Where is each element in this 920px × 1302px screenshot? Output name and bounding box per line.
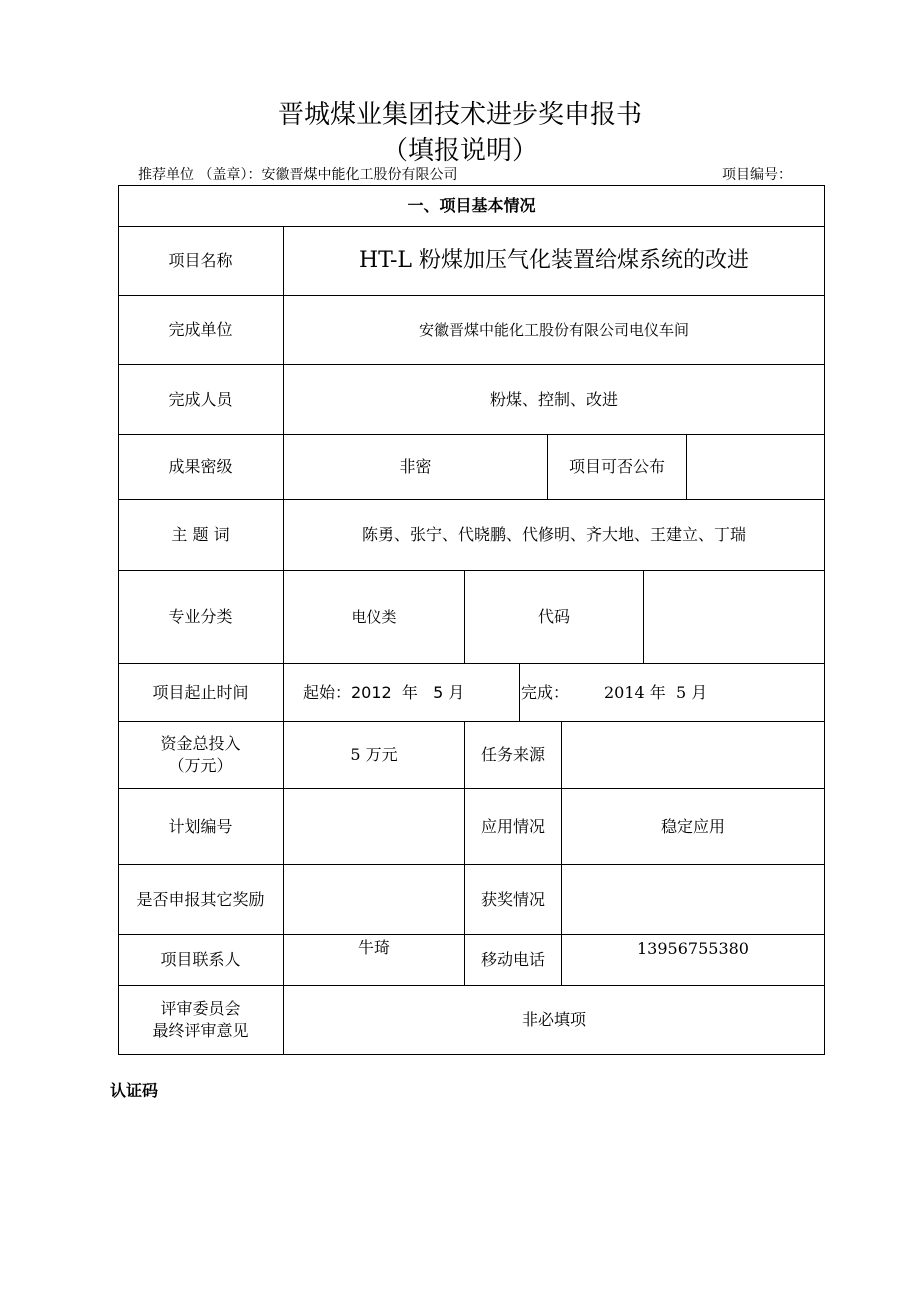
funding-label-line-2: （万元） [168, 756, 233, 775]
security-label: 成果密级 [168, 457, 233, 476]
code-label: 代码 [537, 607, 570, 626]
application-label: 应用情况 [480, 816, 545, 836]
keywords-label: 主 题 词 [171, 525, 230, 544]
project-number-label: 项目编号： [722, 167, 792, 183]
task-source-value [562, 722, 824, 788]
plan-number-value [284, 789, 464, 864]
category-label: 专业分类 [168, 607, 233, 626]
project-name-label: 项目名称 [168, 251, 233, 270]
document-subtitle: （填报说明） [381, 136, 538, 166]
period-label: 项目起止时间 [152, 682, 249, 702]
review-label-line-1: 评审委员会 [160, 999, 241, 1018]
project-name-value: HT-L 粉煤加压气化装置给煤系统的改进 [358, 248, 750, 273]
review-label-line-2: 最终评审意见 [152, 1021, 249, 1040]
review-value: 非必填项 [521, 1010, 586, 1029]
section-heading: 一、项目基本情况 [407, 196, 536, 215]
certification-code-label: 认证码 [110, 1081, 159, 1100]
document-title: 晋城煤业集团技术进步奖申报书 [277, 100, 642, 130]
security-value: 非密 [399, 457, 432, 476]
application-value: 稳定应用 [660, 816, 725, 836]
code-value [644, 571, 824, 663]
mobile-value: 13956755380 [637, 939, 749, 958]
completion-unit-label: 完成单位 [168, 320, 233, 339]
funding-label [118, 722, 283, 788]
period-end: 2014 年 5 月 [604, 682, 708, 702]
contact-label: 项目联系人 [160, 950, 241, 969]
table-bottom-border [118, 1054, 825, 1055]
completion-unit-value: 安徽晋煤中能化工股份有限公司电仪车间 [418, 321, 689, 339]
publicity-label: 项目可否公布 [568, 457, 665, 476]
category-value: 电仪类 [351, 608, 397, 626]
keywords-value: 陈勇、张宁、代晓鹏、代修明、齐大地、王建立、丁瑞 [361, 525, 746, 544]
table-column-rule [519, 663, 520, 721]
personnel-value: 粉煤、控制、改进 [489, 389, 618, 409]
task-source-label: 任务来源 [480, 745, 545, 764]
personnel-label: 完成人员 [168, 389, 233, 409]
publicity-value [687, 435, 824, 499]
funding-label-line-1: 资金总投入 [160, 734, 241, 753]
period-start: 起始：2012 年 5 月 [303, 682, 465, 702]
review-label [118, 986, 283, 1054]
other-awards-label: 是否申报其它奖励 [136, 889, 265, 909]
award-status-label: 获奖情况 [480, 889, 545, 909]
recommender-unit: 推荐单位 （盖章）：安徽晋煤中能化工股份有限公司 [138, 167, 458, 183]
funding-value: 5 万元 [350, 745, 398, 764]
other-awards-value [284, 865, 464, 934]
period-end-label: 完成： [521, 682, 570, 702]
mobile-label: 移动电话 [480, 950, 545, 969]
award-status-value [562, 865, 824, 934]
contact-value: 牛琦 [357, 938, 390, 957]
plan-number-label: 计划编号 [168, 816, 233, 836]
table-right-border [824, 185, 825, 1055]
